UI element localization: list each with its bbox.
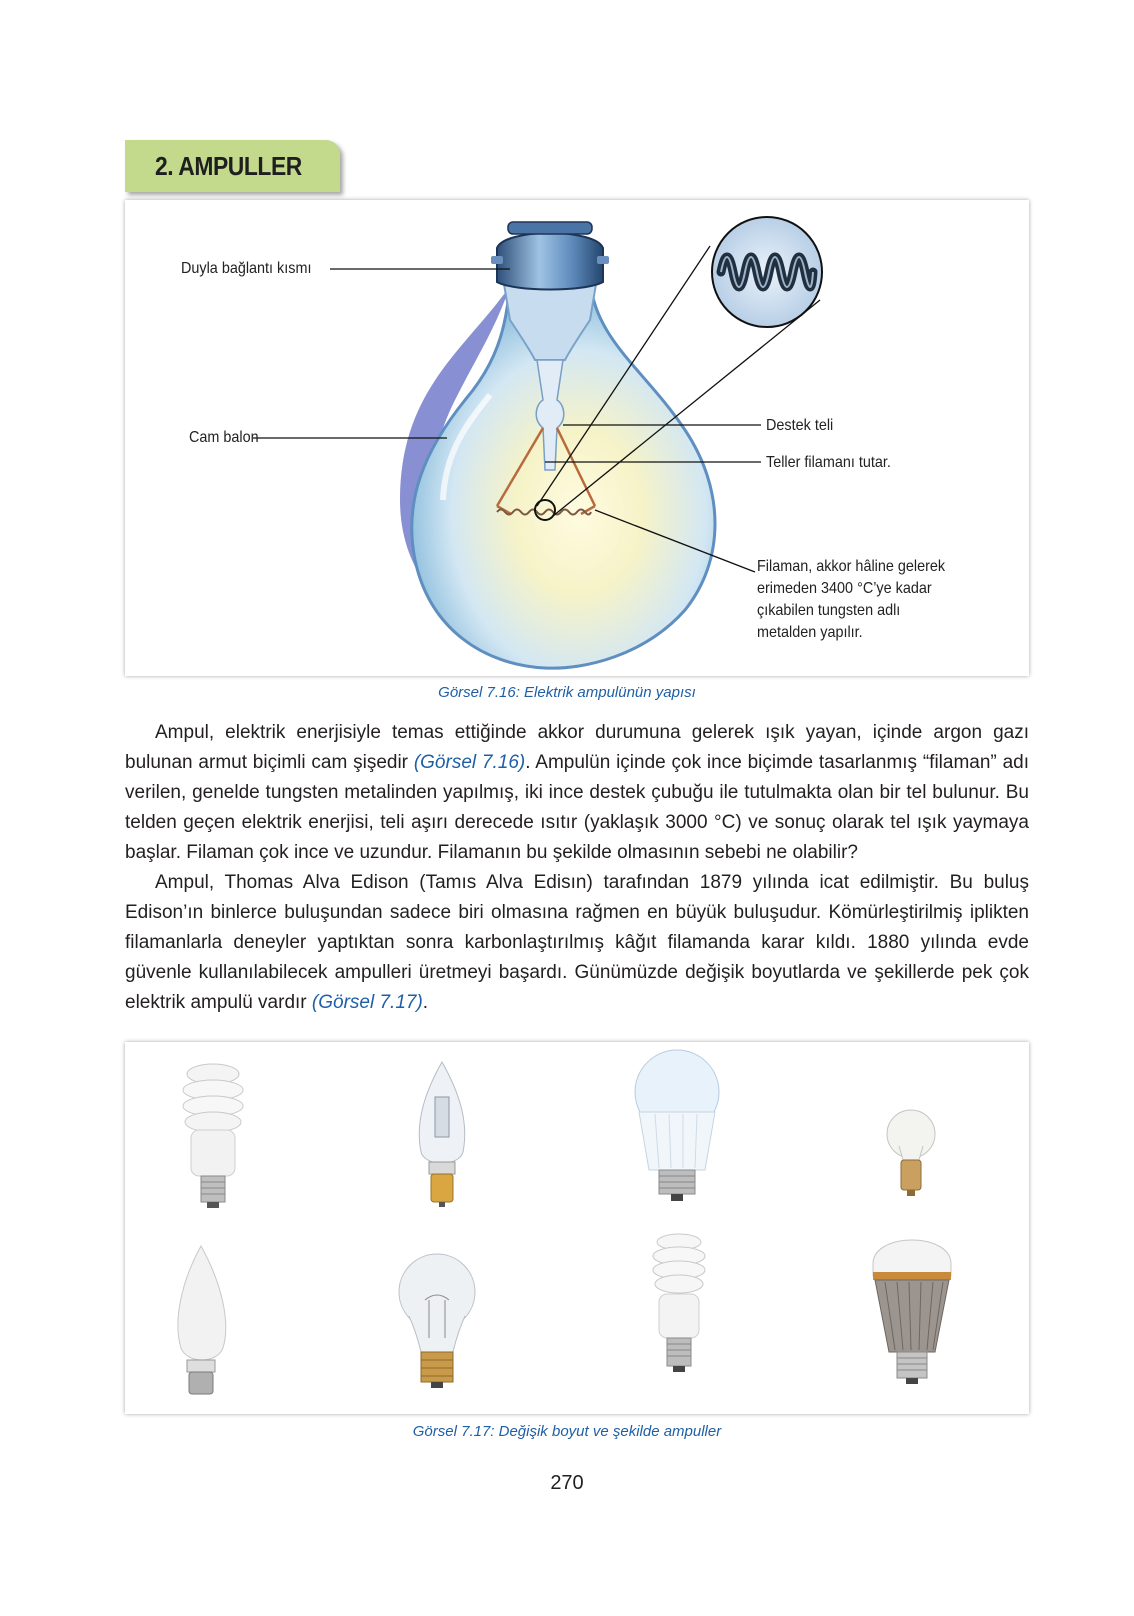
label-glass: Cam balon [189, 429, 259, 446]
figure-ref-7-17[interactable]: (Görsel 7.17) [311, 992, 423, 1013]
figure2-caption: Görsel 7.17: Değişik boyut ve şekilde ampuller [412, 1423, 722, 1440]
paragraph-1: Ampul, elektrik enerjisiyle temas ettiğinde akkor durumuna gelerek ışık yayan, içinde argon gazı bulunan armut biçimli cam şişedir (Görsel 7.16). Ampulün içinde çok ince biçimde tasarlanmış “filaman” adı verilen, genelde tungsten metalinden yapılmış, iki ince destek çubuğu ile tutulmakta olan bir tel bulunur. Bu telden geçen elektrik enerjisi, teli aşırı derecede ısıtır (yaklaşık 3000 °C) ve sonuç olarak tel ışık yaymaya başlar. Filaman çok ince ve uzundur. Filamanın bu şekilde olmasının sebebi ne olabilir? [125, 722, 1029, 863]
paragraph-2: Ampul, Thomas Alva Edison (Tamıs Alva Edisın) tarafından 1879 yılında icat edilmiştir. Bu buluş Edison’ın binlerce buluşundan sadece biri olmasına rağmen en büyük buluşudur. Kömürleştirilmiş iplikten filamanlarla deneyler yaptıktan sonra karbonlaştırılmış kâğıt filamanda karar kıldı. 1880 yılında evde güvenle kullanılabilecek ampulleri üretmeyi başardı. Günümüzde değişik boyutlarda ve şekillerde pek çok elektrik ampulü vardır (Görsel 7.17). [125, 872, 1029, 1013]
slim-spiral-cfl-bulb [653, 1234, 705, 1372]
frosted-candle-bulb [178, 1246, 226, 1394]
body-text [125, 718, 1029, 1018]
candle-halogen-bulb [419, 1062, 465, 1207]
small-indicator-bulb [887, 1110, 935, 1196]
filament-zoom [712, 217, 822, 327]
led-a-bulb [635, 1050, 719, 1201]
clear-incandescent-bulb [399, 1254, 475, 1388]
section-heading-tab [125, 140, 340, 192]
bulb-variety-figure [125, 1042, 1029, 1414]
label-wires: Teller filamanı tutar. [766, 454, 891, 471]
label-filament: Filaman, akkor hâline gelerek erimeden 3400 °C’ye kadar çıkabilen tungsten adlı metalden yapılır. [757, 558, 946, 641]
label-socket: Duyla bağlantı kısmı [181, 260, 312, 277]
socket-cap [497, 233, 603, 290]
bulb-variety-illustrations [125, 1042, 1029, 1414]
section-title: 2. AMPULLER [155, 151, 302, 181]
label-support: Destek teli [766, 417, 834, 434]
bulb-structure-figure [125, 200, 1029, 676]
figure1-caption: Görsel 7.16: Elektrik ampulünün yapısı [438, 684, 696, 701]
page-number: 270 [550, 1472, 584, 1494]
spiral-cfl-bulb [183, 1064, 243, 1208]
figure-ref-7-16[interactable]: (Görsel 7.16) [413, 752, 526, 773]
finned-led-bulb [873, 1240, 951, 1384]
